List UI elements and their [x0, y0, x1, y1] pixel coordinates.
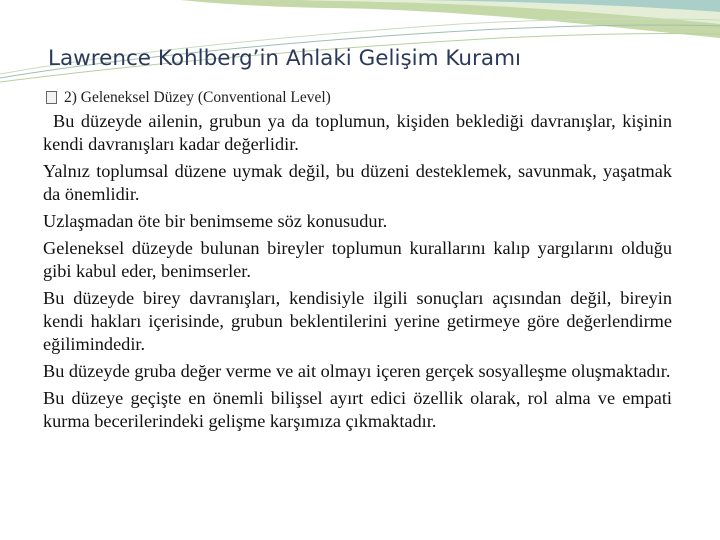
paragraph-3: Uzlaşmadan öte bir benimseme söz konusudur. — [43, 211, 388, 231]
paragraph-1: Bu düzeyde ailenin, grubun ya da toplumun, kişiden beklediği davranışlar, kişinin kendi davranışları kadar değerlidir. — [43, 111, 672, 154]
paragraph-7: Bu düzeye geçişte en önemli bilişsel ayırt edici özellik olarak, rol alma ve empati kurma becerilerindeki gelişme karşımıza çıkmaktadır. — [43, 388, 672, 431]
paragraph-4: Geleneksel düzeyde bulunan bireyler toplumun kurallarını kalıp yargılarını olduğu gibi kabul eder, benimserler. — [43, 238, 672, 281]
paragraph-5: Bu düzeyde birey davranışları, kendisiyle ilgili sonuçları açısından değil, bireyin kendi hakları içerisinde, grubun beklentilerini yerine getirmeye göre değerlendirme eğilimindedir. — [43, 288, 672, 354]
subtitle-row — [46, 86, 686, 110]
square-bullet-icon — [46, 91, 57, 104]
paragraph-6: Bu düzeyde gruba değer verme ve ait olmayı içeren gerçek sosyalleşme oluşmaktadır. — [43, 361, 671, 381]
paragraph-2: Yalnız toplumsal düzene uymak değil, bu düzeni desteklemek, savunmak, yaşatmak da önemlidir. — [43, 161, 672, 204]
body-text — [43, 110, 672, 433]
slide-title: Lawrence Kohlberg’in Ahlaki Gelişim Kuramı — [48, 46, 521, 71]
subtitle-text: 2) Geleneksel Düzey (Conventional Level) — [64, 89, 331, 106]
